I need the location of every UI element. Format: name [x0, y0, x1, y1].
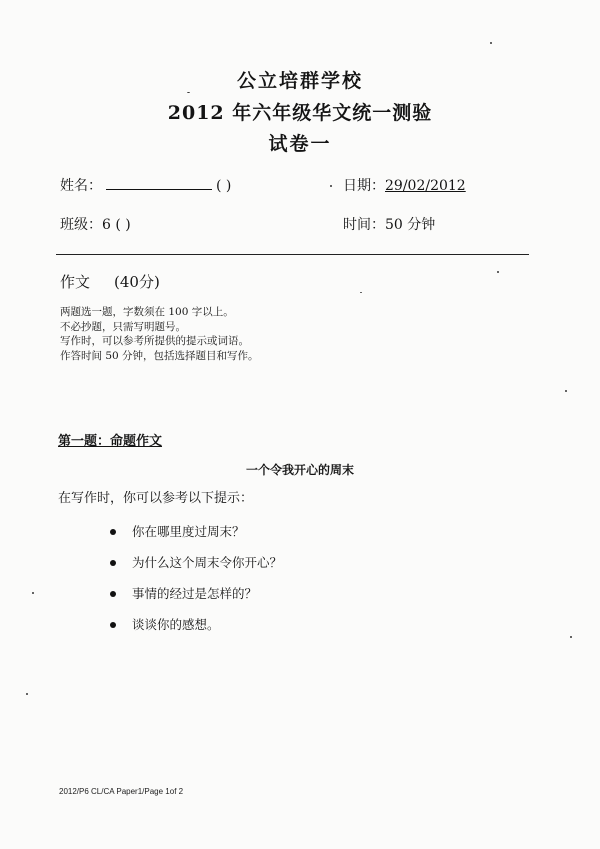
scan-speck — [360, 292, 362, 293]
bullet-icon — [110, 529, 116, 535]
exam-title: 2012 年六年级华文统一测验 — [167, 102, 433, 124]
name-field — [60, 175, 231, 195]
instruction-line: 两题选一题，字数须在 100 字以上。 — [60, 306, 234, 318]
name-label: 姓名： — [60, 178, 102, 194]
hint-item — [110, 584, 282, 615]
bullet-icon — [110, 560, 116, 566]
scan-speck — [187, 92, 190, 93]
date-field — [343, 175, 466, 195]
instruction-line: 作答时间 50 分钟，包括选择题目和写作。 — [60, 349, 259, 362]
hint-text: 谈谈你的感想。 — [132, 617, 220, 632]
composition-marks: (40分) — [114, 273, 160, 291]
hint-text: 事情的经过是怎样的？ — [132, 586, 258, 601]
date-value: 29/02/2012 — [385, 178, 466, 194]
school-name: 公立培群学校 — [236, 70, 363, 92]
instructions — [60, 305, 259, 363]
hint-item — [110, 553, 282, 584]
question-1-prompt: 在写作时，你可以参考以下提示： — [58, 491, 254, 506]
bullet-icon — [110, 591, 116, 597]
composition-label: 作文 — [60, 273, 91, 291]
hint-text: 你在哪里度过周末？ — [132, 524, 245, 539]
page-footer: 2012/P6 CL/CA Paper1/Page 1of 2 — [59, 787, 184, 796]
hint-list — [110, 522, 282, 646]
instruction-line: 不必抄题，只需写明题号。 — [60, 320, 186, 333]
class-label: 班级： — [60, 217, 102, 233]
paper-title: 试卷一 — [268, 133, 332, 155]
bullet-icon — [110, 622, 116, 628]
name-index-paren: ( ) — [216, 178, 232, 194]
instruction-line: 写作时，可以参考所提供的提示或词语。 — [60, 335, 249, 348]
scan-speck — [490, 42, 492, 44]
time-field — [343, 214, 435, 234]
time-value: 50 分钟 — [385, 217, 436, 233]
class-field — [60, 214, 131, 234]
question-1-heading: 第一题：命题作文 — [58, 434, 163, 449]
date-label: 日期： — [343, 178, 385, 194]
hint-item — [110, 615, 282, 646]
scan-speck — [565, 390, 567, 392]
scan-speck — [330, 185, 332, 187]
scan-speck — [570, 636, 572, 638]
hint-item — [110, 522, 282, 553]
name-blank-line — [106, 177, 212, 190]
time-label: 时间： — [343, 217, 385, 233]
question-1-title: 一个令我开心的周末 — [245, 463, 354, 477]
scan-speck — [26, 693, 28, 695]
composition-heading — [60, 271, 160, 292]
scan-speck — [497, 271, 499, 273]
section-divider — [56, 254, 529, 255]
scan-speck — [32, 592, 34, 594]
hint-text: 为什么这个周末令你开心？ — [132, 555, 283, 570]
class-value: 6 ( ) — [102, 217, 131, 233]
